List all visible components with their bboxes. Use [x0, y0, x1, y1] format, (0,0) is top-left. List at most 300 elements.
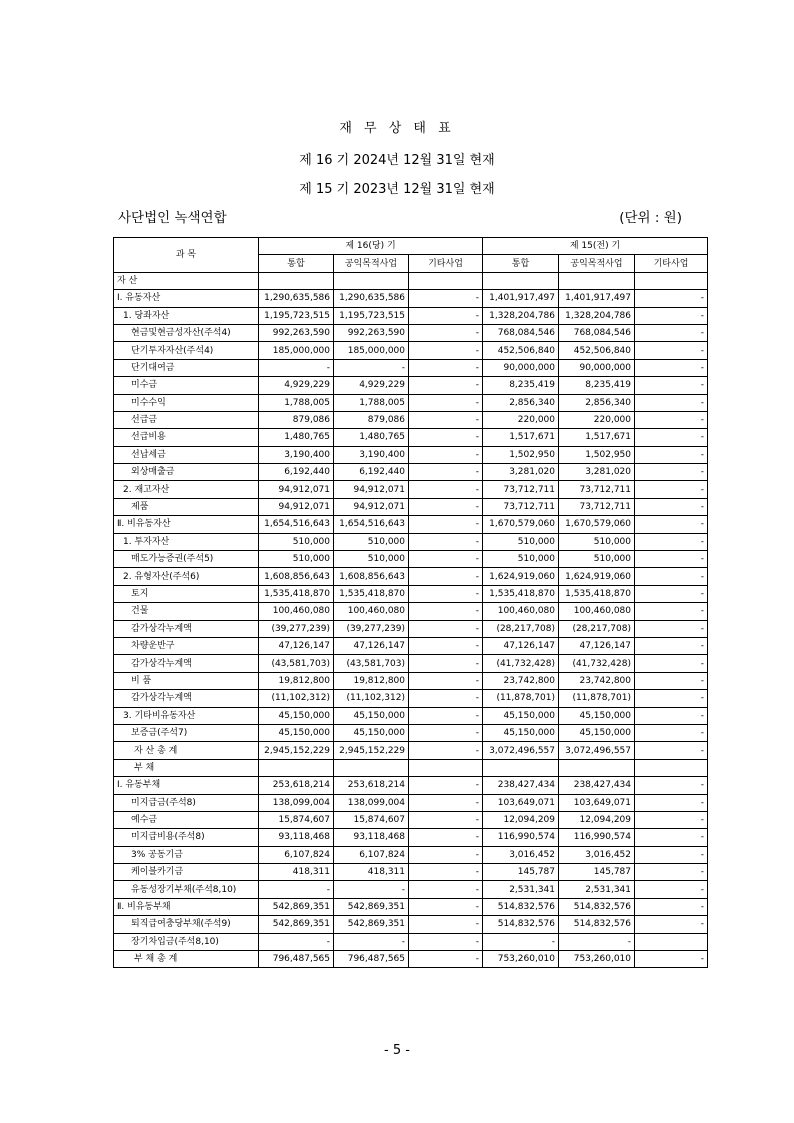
row-value: (11,878,701) — [559, 690, 635, 707]
row-label: 감가상각누계액 — [114, 655, 259, 672]
row-label: 미지급금(주석8) — [114, 794, 259, 811]
row-value: 47,126,147 — [559, 637, 635, 654]
col-header-public-current: 공익목적사업 — [334, 255, 409, 272]
row-value: 1,535,418,870 — [259, 585, 334, 602]
table-row — [114, 951, 708, 968]
balance-sheet-table — [113, 237, 708, 968]
row-value: - — [259, 933, 334, 950]
row-value: - — [483, 933, 559, 950]
row-value: 1,480,765 — [259, 429, 334, 446]
row-value: 23,742,800 — [559, 672, 635, 689]
row-value: - — [409, 290, 483, 307]
row-value: 6,107,824 — [259, 846, 334, 863]
table-row — [114, 829, 708, 846]
table-row — [114, 498, 708, 515]
table-row — [114, 446, 708, 463]
row-label: 선급비용 — [114, 429, 259, 446]
row-value: 15,874,607 — [259, 811, 334, 828]
row-value: - — [409, 672, 483, 689]
row-label: 퇴직급여충당부채(주석9) — [114, 916, 259, 933]
row-value: - — [635, 846, 708, 863]
row-value: 12,094,209 — [483, 811, 559, 828]
row-value: 19,812,800 — [259, 672, 334, 689]
row-label: 장기차입금(주석8,10) — [114, 933, 259, 950]
organization-name: 사단법인 녹색연합 — [118, 210, 227, 226]
row-value: 45,150,000 — [483, 724, 559, 741]
row-value: 90,000,000 — [483, 359, 559, 376]
row-value: - — [409, 742, 483, 759]
row-value: 45,150,000 — [559, 707, 635, 724]
row-value: 510,000 — [334, 551, 409, 568]
row-value: 145,787 — [559, 864, 635, 881]
row-value: - — [635, 290, 708, 307]
row-value: 1,788,005 — [334, 394, 409, 411]
row-value: 514,832,576 — [483, 916, 559, 933]
row-value: 1,290,635,586 — [259, 290, 334, 307]
table-row — [114, 481, 708, 498]
row-label: 유동성장기부채(주석8,10) — [114, 881, 259, 898]
row-value: 510,000 — [259, 533, 334, 550]
row-value: - — [334, 359, 409, 376]
row-label: 3% 공동기금 — [114, 846, 259, 863]
table-row — [114, 898, 708, 915]
row-label: 비 품 — [114, 672, 259, 689]
row-value: - — [409, 551, 483, 568]
row-value: - — [409, 655, 483, 672]
row-value: 93,118,468 — [259, 829, 334, 846]
row-value: 510,000 — [259, 551, 334, 568]
row-label: Ⅱ. 비유동자산 — [114, 516, 259, 533]
table-row — [114, 290, 708, 307]
row-value: - — [409, 377, 483, 394]
row-value: - — [635, 620, 708, 637]
row-value: (43,581,703) — [334, 655, 409, 672]
row-value: - — [635, 777, 708, 794]
row-value: 90,000,000 — [559, 359, 635, 376]
row-value: (39,277,239) — [259, 620, 334, 637]
row-value: - — [409, 620, 483, 637]
row-value: (11,878,701) — [483, 690, 559, 707]
row-value: - — [635, 916, 708, 933]
subject-header: 과 목 — [114, 238, 259, 273]
row-value: - — [409, 637, 483, 654]
row-value: 185,000,000 — [259, 342, 334, 359]
table-row — [114, 759, 708, 776]
row-value: 145,787 — [483, 864, 559, 881]
row-value: 542,869,351 — [334, 898, 409, 915]
col-header-total-prior: 통합 — [483, 255, 559, 272]
row-value: - — [409, 481, 483, 498]
row-label: 미지급비용(주석8) — [114, 829, 259, 846]
table-row — [114, 864, 708, 881]
row-value: 6,192,440 — [334, 464, 409, 481]
row-label: 선급금 — [114, 411, 259, 428]
row-value: (11,102,312) — [259, 690, 334, 707]
row-value — [559, 272, 635, 289]
table-row — [114, 620, 708, 637]
row-value: - — [635, 359, 708, 376]
row-value: 3,190,400 — [334, 446, 409, 463]
table-row — [114, 411, 708, 428]
table-row — [114, 811, 708, 828]
row-value: - — [635, 464, 708, 481]
row-value: - — [409, 568, 483, 585]
table-row — [114, 846, 708, 863]
row-value: 1,517,671 — [483, 429, 559, 446]
row-value: - — [635, 724, 708, 741]
row-value: 94,912,071 — [259, 481, 334, 498]
row-value: - — [409, 359, 483, 376]
period-prior: 제 15 기 2023년 12월 31일 현재 — [299, 182, 495, 197]
table-row — [114, 637, 708, 654]
row-label: 외상매출금 — [114, 464, 259, 481]
row-label: Ⅰ. 유동부채 — [114, 777, 259, 794]
row-value: 452,506,840 — [559, 342, 635, 359]
row-value: - — [635, 377, 708, 394]
row-value: 253,618,214 — [259, 777, 334, 794]
row-value: 510,000 — [559, 533, 635, 550]
table-row — [114, 672, 708, 689]
row-label: 선납세금 — [114, 446, 259, 463]
row-value: 1,502,950 — [483, 446, 559, 463]
table-row — [114, 272, 708, 289]
row-value: - — [635, 864, 708, 881]
row-value: 185,000,000 — [334, 342, 409, 359]
row-value: (41,732,428) — [559, 655, 635, 672]
row-value: 514,832,576 — [559, 898, 635, 915]
row-value — [259, 759, 334, 776]
row-value: - — [635, 585, 708, 602]
table-row — [114, 342, 708, 359]
row-value: - — [409, 324, 483, 341]
row-value: 992,263,590 — [259, 324, 334, 341]
row-label: 미수수익 — [114, 394, 259, 411]
row-value: - — [635, 811, 708, 828]
row-value: 45,150,000 — [483, 707, 559, 724]
table-row — [114, 916, 708, 933]
row-value: 45,150,000 — [334, 724, 409, 741]
table-row — [114, 585, 708, 602]
row-value: 2,531,341 — [483, 881, 559, 898]
row-value — [635, 933, 708, 950]
table-row — [114, 933, 708, 950]
row-value: 3,281,020 — [559, 464, 635, 481]
row-value: 510,000 — [483, 551, 559, 568]
row-value: 1,480,765 — [334, 429, 409, 446]
row-value: - — [409, 881, 483, 898]
row-value: - — [409, 898, 483, 915]
table-row — [114, 394, 708, 411]
row-value: 3,016,452 — [483, 846, 559, 863]
row-value: - — [409, 690, 483, 707]
row-value: 1,608,856,643 — [259, 568, 334, 585]
row-value: - — [409, 585, 483, 602]
row-value: 8,235,419 — [483, 377, 559, 394]
row-value: 6,107,824 — [334, 846, 409, 863]
row-value: 753,260,010 — [559, 951, 635, 968]
row-value: (41,732,428) — [483, 655, 559, 672]
row-label: 제품 — [114, 498, 259, 515]
row-value: - — [635, 794, 708, 811]
row-value: 73,712,711 — [559, 481, 635, 498]
row-value: 45,150,000 — [334, 707, 409, 724]
row-value: 2,856,340 — [483, 394, 559, 411]
row-value — [259, 272, 334, 289]
row-value: 418,311 — [334, 864, 409, 881]
row-label: 매도가능증권(주석5) — [114, 551, 259, 568]
row-label: 건물 — [114, 603, 259, 620]
row-value: 73,712,711 — [483, 498, 559, 515]
row-value: 418,311 — [259, 864, 334, 881]
row-value: 1,654,516,643 — [334, 516, 409, 533]
row-value: 3,190,400 — [259, 446, 334, 463]
row-label: 1. 투자자산 — [114, 533, 259, 550]
row-value: 47,126,147 — [483, 637, 559, 654]
row-label: 단기투자자산(주석4) — [114, 342, 259, 359]
row-value: - — [409, 603, 483, 620]
row-value: - — [635, 394, 708, 411]
row-value: - — [409, 951, 483, 968]
row-value: 1,535,418,870 — [334, 585, 409, 602]
row-value: 220,000 — [483, 411, 559, 428]
row-value: 12,094,209 — [559, 811, 635, 828]
row-value: 796,487,565 — [334, 951, 409, 968]
row-value — [559, 759, 635, 776]
row-value: 2,856,340 — [559, 394, 635, 411]
row-value: 8,235,419 — [559, 377, 635, 394]
row-value: 45,150,000 — [259, 707, 334, 724]
row-label: 감가상각누계액 — [114, 620, 259, 637]
row-label: 예수금 — [114, 811, 259, 828]
row-value: - — [635, 568, 708, 585]
row-value: - — [409, 864, 483, 881]
row-value: 796,487,565 — [259, 951, 334, 968]
row-value: - — [635, 429, 708, 446]
row-value: 1,624,919,060 — [559, 568, 635, 585]
row-value: 220,000 — [559, 411, 635, 428]
row-value: - — [635, 307, 708, 324]
row-value: (43,581,703) — [259, 655, 334, 672]
col-header-total-current: 통합 — [259, 255, 334, 272]
row-value: 94,912,071 — [334, 481, 409, 498]
row-value: 3,016,452 — [559, 846, 635, 863]
statement-title: 재 무 상 태 표 — [339, 121, 455, 136]
row-value: - — [635, 951, 708, 968]
row-value: 4,929,229 — [259, 377, 334, 394]
table-row — [114, 603, 708, 620]
table-row — [114, 516, 708, 533]
row-value: - — [409, 342, 483, 359]
row-value: (39,277,239) — [334, 620, 409, 637]
table-row — [114, 377, 708, 394]
row-value: 238,427,434 — [483, 777, 559, 794]
row-value: 1,195,723,515 — [334, 307, 409, 324]
row-value: - — [635, 446, 708, 463]
row-value: - — [259, 881, 334, 898]
row-value: 45,150,000 — [259, 724, 334, 741]
row-value: (11,102,312) — [334, 690, 409, 707]
row-label: 부 채 — [114, 759, 259, 776]
row-value: 1,788,005 — [259, 394, 334, 411]
row-label: 감가상각누계액 — [114, 690, 259, 707]
row-value: (28,217,708) — [483, 620, 559, 637]
row-value: 1,670,579,060 — [483, 516, 559, 533]
row-value: - — [635, 690, 708, 707]
row-value: - — [334, 933, 409, 950]
row-value: - — [259, 359, 334, 376]
row-value — [334, 272, 409, 289]
row-label: 부 채 총 계 — [114, 951, 259, 968]
row-value: - — [635, 707, 708, 724]
prior-period-header: 제 15(전) 기 — [483, 238, 708, 255]
row-value: - — [635, 551, 708, 568]
row-value: 452,506,840 — [483, 342, 559, 359]
row-value: - — [635, 637, 708, 654]
row-value: 1,328,204,786 — [483, 307, 559, 324]
row-label: 자 산 — [114, 272, 259, 289]
table-row — [114, 794, 708, 811]
table-row — [114, 881, 708, 898]
row-value — [409, 272, 483, 289]
row-value: 94,912,071 — [334, 498, 409, 515]
row-value — [635, 759, 708, 776]
row-value: - — [635, 672, 708, 689]
row-label: 단기대여금 — [114, 359, 259, 376]
row-value: 1,290,635,586 — [334, 290, 409, 307]
row-value: - — [334, 881, 409, 898]
row-value: - — [409, 307, 483, 324]
col-header-other-prior: 기타사업 — [635, 255, 708, 272]
current-period-header: 제 16(당) 기 — [259, 238, 483, 255]
row-value: 47,126,147 — [334, 637, 409, 654]
row-value: 1,502,950 — [559, 446, 635, 463]
row-value: 6,192,440 — [259, 464, 334, 481]
table-row — [114, 429, 708, 446]
row-value: 510,000 — [483, 533, 559, 550]
row-value: 1,624,919,060 — [483, 568, 559, 585]
row-value: 100,460,080 — [259, 603, 334, 620]
row-label: 1. 당좌자산 — [114, 307, 259, 324]
row-value: - — [635, 655, 708, 672]
table-row — [114, 724, 708, 741]
row-value: 753,260,010 — [483, 951, 559, 968]
row-value: - — [409, 533, 483, 550]
period-current: 제 16 기 2024년 12월 31일 현재 — [299, 153, 495, 168]
row-value: 1,517,671 — [559, 429, 635, 446]
row-value: 100,460,080 — [483, 603, 559, 620]
col-header-other-current: 기타사업 — [409, 255, 483, 272]
row-value: - — [409, 916, 483, 933]
row-value: 514,832,576 — [483, 898, 559, 915]
row-label: 토지 — [114, 585, 259, 602]
row-value: - — [635, 829, 708, 846]
row-value: 100,460,080 — [559, 603, 635, 620]
table-row — [114, 307, 708, 324]
row-label: 2. 유형자산(주석6) — [114, 568, 259, 585]
table-row — [114, 742, 708, 759]
row-value: 3,281,020 — [483, 464, 559, 481]
row-value: - — [409, 446, 483, 463]
row-value — [409, 759, 483, 776]
row-value: - — [409, 777, 483, 794]
table-row — [114, 777, 708, 794]
row-label: 현금및현금성자산(주석4) — [114, 324, 259, 341]
row-value: 1,401,917,497 — [559, 290, 635, 307]
row-value — [334, 759, 409, 776]
row-value: - — [635, 498, 708, 515]
currency-unit: (단위 : 원) — [619, 210, 682, 226]
row-value: 2,531,341 — [559, 881, 635, 898]
row-value: - — [635, 898, 708, 915]
row-value: 73,712,711 — [559, 498, 635, 515]
row-label: 2. 재고자산 — [114, 481, 259, 498]
row-value: (28,217,708) — [559, 620, 635, 637]
row-value: - — [635, 533, 708, 550]
row-value: 879,086 — [259, 411, 334, 428]
row-value — [483, 272, 559, 289]
row-value: 992,263,590 — [334, 324, 409, 341]
row-value: 542,869,351 — [334, 916, 409, 933]
row-value: - — [409, 411, 483, 428]
row-value: 1,670,579,060 — [559, 516, 635, 533]
row-value: - — [409, 794, 483, 811]
row-value: 1,195,723,515 — [259, 307, 334, 324]
row-value — [635, 272, 708, 289]
row-value: - — [635, 481, 708, 498]
row-value: 15,874,607 — [334, 811, 409, 828]
row-value: - — [409, 394, 483, 411]
row-value: - — [409, 724, 483, 741]
row-value: 1,535,418,870 — [559, 585, 635, 602]
row-label: 보증금(주석7) — [114, 724, 259, 741]
row-value: - — [409, 516, 483, 533]
row-value: - — [409, 707, 483, 724]
row-value: 510,000 — [559, 551, 635, 568]
row-value: - — [409, 846, 483, 863]
row-value: 1,401,917,497 — [483, 290, 559, 307]
row-value: - — [635, 411, 708, 428]
row-value: 94,912,071 — [259, 498, 334, 515]
table-row — [114, 707, 708, 724]
row-value: - — [635, 324, 708, 341]
row-value: - — [409, 811, 483, 828]
row-value: - — [635, 881, 708, 898]
row-value: - — [635, 603, 708, 620]
row-value: - — [559, 933, 635, 950]
row-value: - — [409, 933, 483, 950]
row-label: 차량운반구 — [114, 637, 259, 654]
row-label: 3. 기타비유동자산 — [114, 707, 259, 724]
row-value: 238,427,434 — [559, 777, 635, 794]
row-value: 116,990,574 — [559, 829, 635, 846]
row-value: 4,929,229 — [334, 377, 409, 394]
row-value: 73,712,711 — [483, 481, 559, 498]
row-value: 514,832,576 — [559, 916, 635, 933]
row-value: - — [409, 464, 483, 481]
row-value: 3,072,496,557 — [483, 742, 559, 759]
row-value: 138,099,004 — [259, 794, 334, 811]
table-row — [114, 690, 708, 707]
row-label: 자 산 총 계 — [114, 742, 259, 759]
row-value: 19,812,800 — [334, 672, 409, 689]
table-row — [114, 551, 708, 568]
row-label: Ⅱ. 비유동부채 — [114, 898, 259, 915]
row-value: 3,072,496,557 — [559, 742, 635, 759]
row-value: 542,869,351 — [259, 898, 334, 915]
row-value: - — [409, 829, 483, 846]
row-value: - — [635, 516, 708, 533]
row-value: 47,126,147 — [259, 637, 334, 654]
